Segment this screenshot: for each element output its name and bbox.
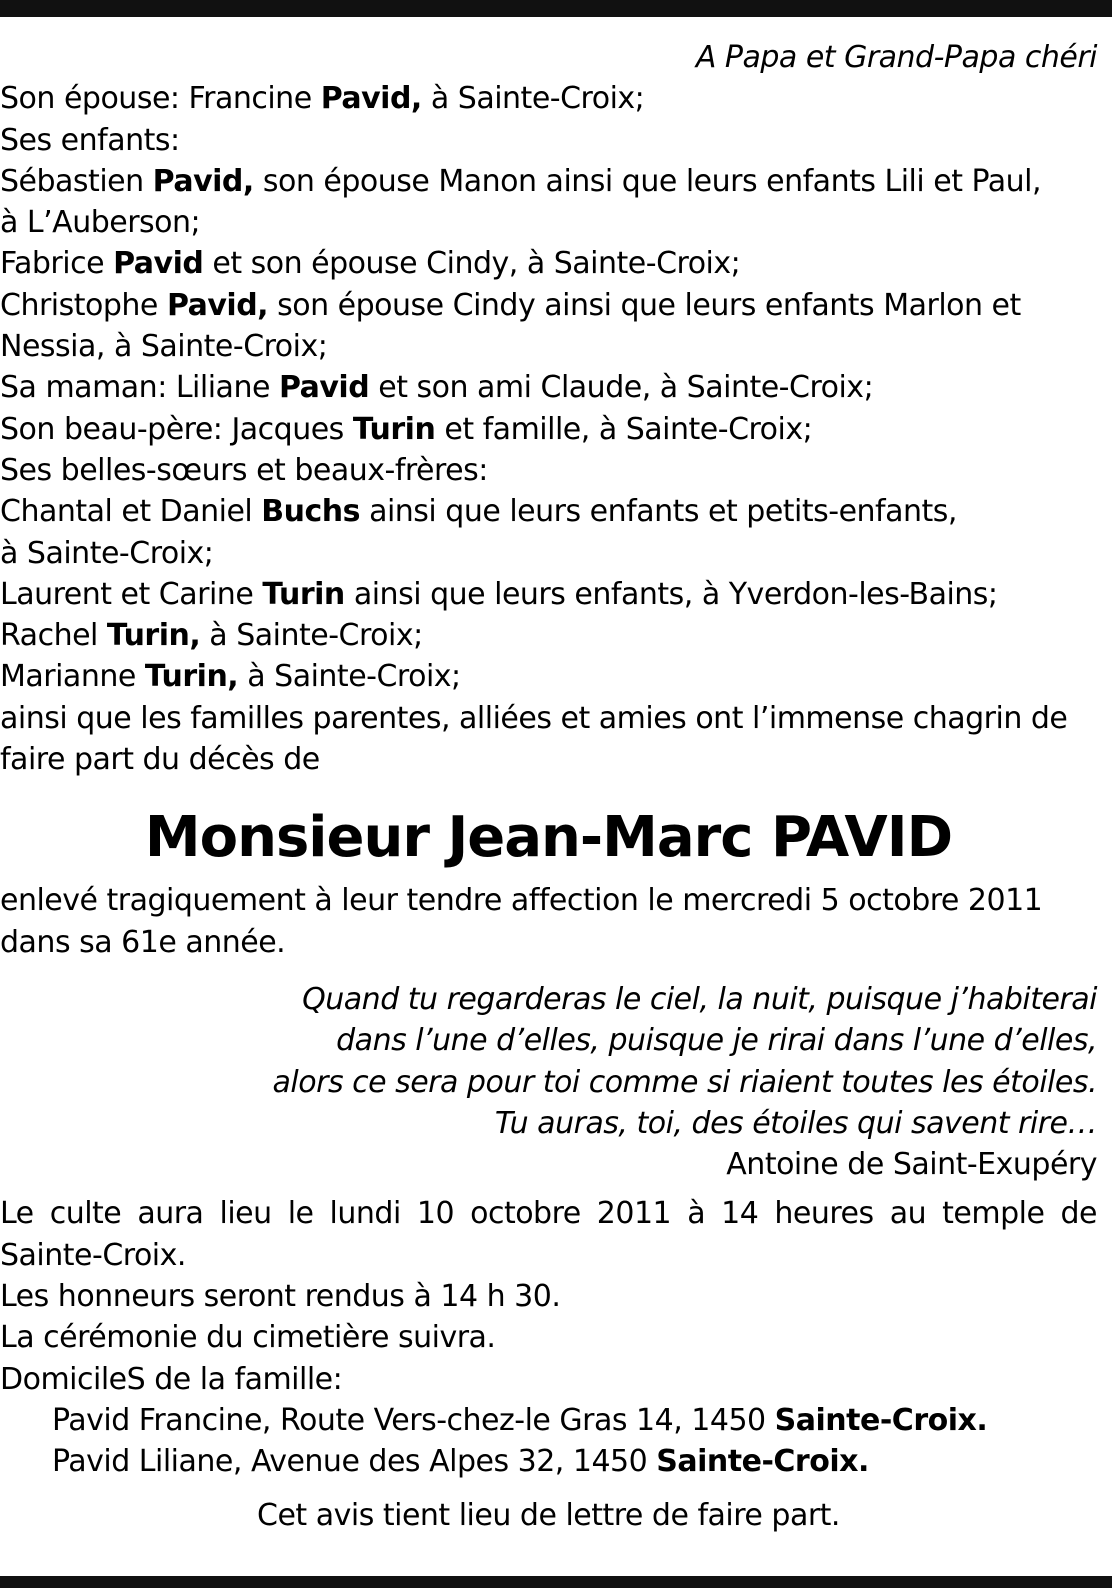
address-text: Pavid Liliane, Avenue des Alpes 32, 1450	[52, 1444, 657, 1480]
quote-line: Tu auras, toi, des étoiles qui savent rire…	[494, 1105, 1097, 1141]
family-line	[0, 367, 1097, 408]
address-line	[0, 1441, 1097, 1482]
family-text: son épouse Manon ainsi que leurs enfants Lili et Paul,	[253, 163, 1042, 199]
address-city: Sainte-Croix.	[656, 1444, 869, 1480]
family-text: Ses enfants:	[0, 122, 180, 158]
dedication: A Papa et Grand-Papa chéri	[695, 40, 1097, 75]
family-text: à Sainte-Croix;	[200, 618, 423, 654]
honours-line: Les honneurs seront rendus à 14 h 30.	[0, 1279, 561, 1315]
family-text: son épouse Cindy ainsi que leurs enfants Marlon et	[268, 287, 1021, 323]
family-line	[0, 615, 1097, 656]
family-surname: Turin,	[106, 618, 201, 654]
family-surname: Pavid	[113, 246, 204, 282]
family-text: et son ami Claude, à Sainte-Croix;	[369, 370, 874, 406]
family-line	[0, 656, 1097, 697]
family-list	[0, 78, 1097, 780]
family-line	[0, 243, 1097, 284]
death-notice-line: dans sa 61e année.	[0, 924, 286, 960]
family-text: Sébastien	[0, 163, 153, 199]
address-city: Sainte-Croix.	[774, 1402, 988, 1438]
family-line	[0, 78, 1097, 119]
family-text: Ses belles-sœurs et beaux-frères:	[0, 452, 488, 488]
address-text: Pavid Francine, Route Vers-chez-le Gras 14, 1450	[52, 1402, 775, 1438]
family-text: Rachel	[0, 618, 107, 654]
family-text: Fabrice	[0, 246, 114, 282]
family-surname: Turin	[352, 411, 436, 447]
family-text: Christophe	[0, 287, 167, 323]
family-text: à Sainte-Croix;	[0, 535, 214, 571]
family-text: et son épouse Cindy, à Sainte-Croix;	[203, 246, 741, 282]
family-line	[0, 450, 1097, 491]
family-text: Son beau-père: Jacques	[0, 411, 353, 447]
family-text: à L’Auberson;	[0, 205, 201, 241]
family-line	[0, 409, 1097, 450]
family-line	[0, 698, 1097, 739]
ceremony-line: Le culte aura lieu le lundi 10 octobre 2011 à 14 heures au temple de	[0, 1196, 1097, 1232]
family-surname: Turin	[262, 576, 345, 612]
domiciles-label: DomicileS de la famille:	[0, 1361, 343, 1397]
family-surname: Pavid,	[152, 163, 254, 199]
bottom-rule	[0, 1576, 1112, 1588]
quote-block	[0, 979, 1097, 1185]
family-text: et famille, à Sainte-Croix;	[435, 411, 813, 447]
quote-line: alors ce sera pour toi comme si riaient toutes les étoiles.	[272, 1064, 1097, 1100]
family-line	[0, 285, 1097, 326]
family-text: à Sainte-Croix;	[421, 81, 645, 117]
family-text: ainsi que leurs enfants, à Yverdon-les-Bains;	[344, 576, 998, 612]
family-surname: Pavid,	[320, 81, 422, 117]
family-line	[0, 202, 1097, 243]
family-text: Marianne	[0, 659, 145, 695]
ceremony-line: Sainte-Croix.	[0, 1237, 186, 1273]
family-text: Chantal et Daniel	[0, 494, 262, 530]
family-surname: Turin,	[144, 659, 239, 695]
quote-line: Quand tu regarderas le ciel, la nuit, puisque j’habiterai	[302, 981, 1097, 1017]
family-surname: Buchs	[261, 494, 361, 530]
family-text: ainsi que leurs enfants et petits-enfants,	[360, 494, 957, 530]
address-line	[0, 1400, 1097, 1441]
quote-line: dans l’une d’elles, puisque je rirai dans l’une d’elles,	[336, 1023, 1097, 1059]
family-line	[0, 739, 1097, 780]
family-text: Sa maman: Liliane	[0, 370, 279, 406]
top-rule	[0, 0, 1112, 17]
cemetery-line: La cérémonie du cimetière suivra.	[0, 1320, 496, 1356]
family-line	[0, 574, 1097, 615]
family-text: Son épouse: Francine	[0, 81, 321, 117]
family-text: Laurent et Carine	[0, 576, 263, 612]
quote-author: Antoine de Saint-Exupéry	[726, 1147, 1097, 1183]
family-line	[0, 161, 1097, 202]
family-surname: Pavid,	[166, 287, 269, 323]
family-surname: Pavid	[278, 370, 370, 406]
obituary-notice	[0, 37, 1097, 1536]
family-line	[0, 533, 1097, 574]
family-text: Nessia, à Sainte-Croix;	[0, 329, 328, 365]
family-text: faire part du décès de	[0, 742, 320, 778]
family-text: ainsi que les familles parentes, alliées et amies ont l’immense chagrin de	[0, 700, 1068, 736]
family-line	[0, 491, 1097, 532]
death-notice	[0, 880, 1097, 963]
family-line	[0, 120, 1097, 161]
closing-note: Cet avis tient lieu de lettre de faire part.	[257, 1497, 840, 1533]
deceased-name: Monsieur Jean-Marc PAVID	[144, 805, 953, 871]
death-notice-line: enlevé tragiquement à leur tendre affection le mercredi 5 octobre 2011	[0, 883, 1043, 919]
family-text: à Sainte-Croix;	[238, 659, 461, 695]
family-line	[0, 326, 1097, 367]
ceremony-info	[0, 1193, 1097, 1482]
